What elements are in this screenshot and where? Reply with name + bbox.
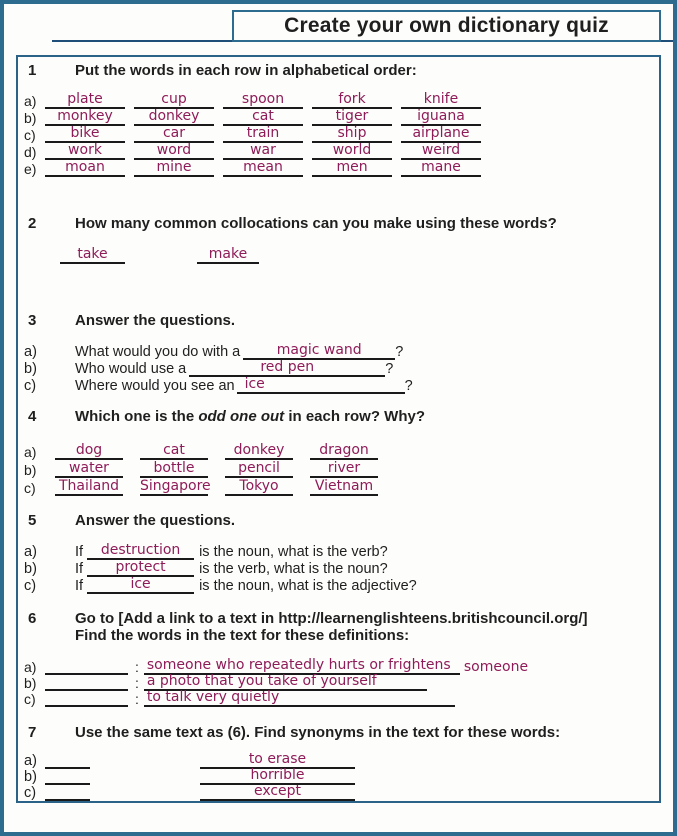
definition-text: someone who repeatedly hurts or frightens [144,658,460,675]
answer-blank[interactable]: train [223,126,303,143]
sentence-text: ? [385,361,394,377]
sentence-text: If [75,544,84,560]
q2-prompt: How many common collocations can you make using these words? [75,215,557,232]
row-label: b) [24,462,37,478]
answer-blank[interactable]: car [134,126,214,143]
answer-blank[interactable]: spoon [223,92,303,109]
sentence-text: is the verb, what is the noun? [199,561,388,577]
answer-blank[interactable] [45,799,90,801]
row-label: b) [24,561,37,577]
q5-prompt: Answer the questions. [75,512,236,529]
row-label: d) [24,144,37,160]
q5-item-b [24,560,651,577]
separator: : [135,659,139,675]
row-label: c) [24,127,36,143]
q6-prompt-line2: Find the words in the text for these definitions: [75,627,410,644]
answer-blank[interactable]: donkey [134,109,214,126]
title-box [232,10,661,42]
q6-item-c [24,691,651,707]
sentence-text: is the noun, what is the verb? [199,544,388,560]
answer-blank[interactable] [45,689,128,691]
q4-heading [24,408,651,425]
row-label: b) [24,675,37,691]
row-label: e) [24,161,37,177]
q5-item-a [24,543,651,560]
answer-blank[interactable]: men [312,160,392,177]
q3-item-b [24,360,651,377]
answer-blank[interactable]: ship [312,126,392,143]
q1-number: 1 [28,62,37,79]
row-label: a) [24,659,37,675]
sentence-text: is the noun, what is the adjective? [199,578,417,594]
answer-blank[interactable]: protect [87,560,194,577]
page-title: Create your own dictionary quiz [284,14,609,37]
answer-blank[interactable]: airplane [401,126,481,143]
answer-blank[interactable]: cat [223,109,303,126]
separator: : [135,691,139,707]
q5-heading [24,512,651,529]
answer-blank[interactable]: make [197,247,259,264]
q2-number: 2 [28,215,37,232]
answer-blank[interactable]: red pen [189,360,385,377]
answer-blank[interactable]: tiger [312,109,392,126]
q4-number: 4 [28,408,37,425]
q6-heading [24,610,651,644]
row-label: c) [24,480,36,496]
q5-number: 5 [28,512,37,529]
answer-blank[interactable]: iguana [401,109,481,126]
q1-row-a [24,92,651,109]
q5-item-c [24,577,651,594]
answer-blank[interactable]: mean [223,160,303,177]
row-label: b) [24,769,37,785]
answer-blank[interactable]: river [310,461,378,478]
q7-number: 7 [28,724,37,741]
row-label: b) [24,361,37,377]
answer-blank[interactable]: ice [237,377,405,394]
answer-blank[interactable]: donkey [225,443,293,460]
source-word: except [200,784,355,801]
answer-blank[interactable]: bottle [140,461,208,478]
answer-blank[interactable]: bike [45,126,125,143]
answer-blank[interactable] [45,673,128,675]
q4-prompt: Which one is the odd one out in each row? Why? [75,408,426,425]
row-label: c) [24,785,37,801]
answer-blank[interactable] [45,767,90,769]
worksheet-body [16,55,661,803]
source-word: horrible [200,768,355,785]
q7-heading [24,724,651,741]
sentence-text: Where would you see an [75,378,235,394]
q1-prompt: Put the words in each row in alphabetical order: [75,62,417,79]
answer-blank[interactable]: weird [401,143,481,160]
q6-item-b [24,675,651,691]
q6-prompt [75,610,651,644]
row-label: a) [24,544,37,560]
answer-blank[interactable]: dragon [310,443,378,460]
q4-row-c [24,478,651,496]
definition-tail: someone [463,659,529,675]
q7-item-a [24,753,651,769]
q7-prompt: Use the same text as (6). Find synonyms in the text for these words: [75,724,561,741]
answer-blank[interactable]: mine [134,160,214,177]
sentence-text: If [75,561,84,577]
answer-blank[interactable]: plate [45,92,125,109]
answer-blank[interactable] [45,783,90,785]
row-label: c) [24,378,37,394]
q7-item-b [24,769,651,785]
row-label: b) [24,110,37,126]
sentence-text: What would you do with a [75,344,241,360]
answer-blank[interactable]: Thailand [55,479,123,496]
answer-blank[interactable]: cat [140,443,208,460]
q1-row-b [24,109,651,126]
answer-blank[interactable]: magic wand [243,343,395,360]
answer-blank[interactable] [45,705,128,707]
answer-blank[interactable]: take [60,247,125,264]
header [4,4,673,44]
answer-blank[interactable]: fork [312,92,392,109]
row-label: a) [24,344,37,360]
answer-blank[interactable]: work [45,143,125,160]
separator: : [135,675,139,691]
answer-blank[interactable]: destruction [87,543,194,560]
answer-blank[interactable]: water [55,461,123,478]
q6-number: 6 [28,610,37,627]
q1-row-d [24,143,651,160]
sentence-text: ? [404,378,413,394]
q2-answers [60,247,651,264]
answer-blank[interactable]: mane [401,160,481,177]
answer-blank[interactable]: moan [45,160,125,177]
answer-blank[interactable]: ice [87,577,194,594]
q2-heading [24,215,651,232]
answer-blank[interactable]: word [134,143,214,160]
q3-item-c [24,377,651,394]
sentence-text: If [75,578,84,594]
row-label: c) [24,691,36,707]
answer-blank[interactable]: cup [134,92,214,109]
answer-blank[interactable]: Vietnam [310,479,378,496]
answer-blank[interactable]: dog [55,443,123,460]
q3-number: 3 [28,312,37,329]
row-label: c) [24,578,37,594]
row-label: a) [24,93,37,109]
row-label: a) [24,753,37,769]
q3-heading [24,312,651,329]
answer-blank[interactable]: world [312,143,392,160]
answer-blank[interactable]: monkey [45,109,125,126]
q1-row-c [24,126,651,143]
definition-text: to talk very quietly [144,690,455,707]
q6-prompt-line1: Go to [Add a link to a text in http://learnenglishteens.britishcouncil.org/] [75,610,588,627]
answer-blank[interactable]: pencil [225,461,293,478]
answer-blank[interactable]: war [223,143,303,160]
q1-heading [24,62,651,79]
definition-text: a photo that you take of yourself [144,674,427,691]
row-label: a) [24,444,37,460]
q7-item-c [24,785,651,801]
q4-row-a [24,442,651,460]
q3-prompt: Answer the questions. [75,312,236,329]
q4-row-b [24,460,651,478]
answer-blank[interactable]: Singapore [140,478,211,494]
q3-item-a [24,343,651,360]
answer-blank[interactable]: Tokyo [225,479,293,496]
sentence-text: Who would use a [75,361,187,377]
source-word: to erase [200,752,355,769]
q1-row-e [24,160,651,177]
sentence-text: ? [395,344,404,360]
answer-blank[interactable]: knife [401,92,481,109]
